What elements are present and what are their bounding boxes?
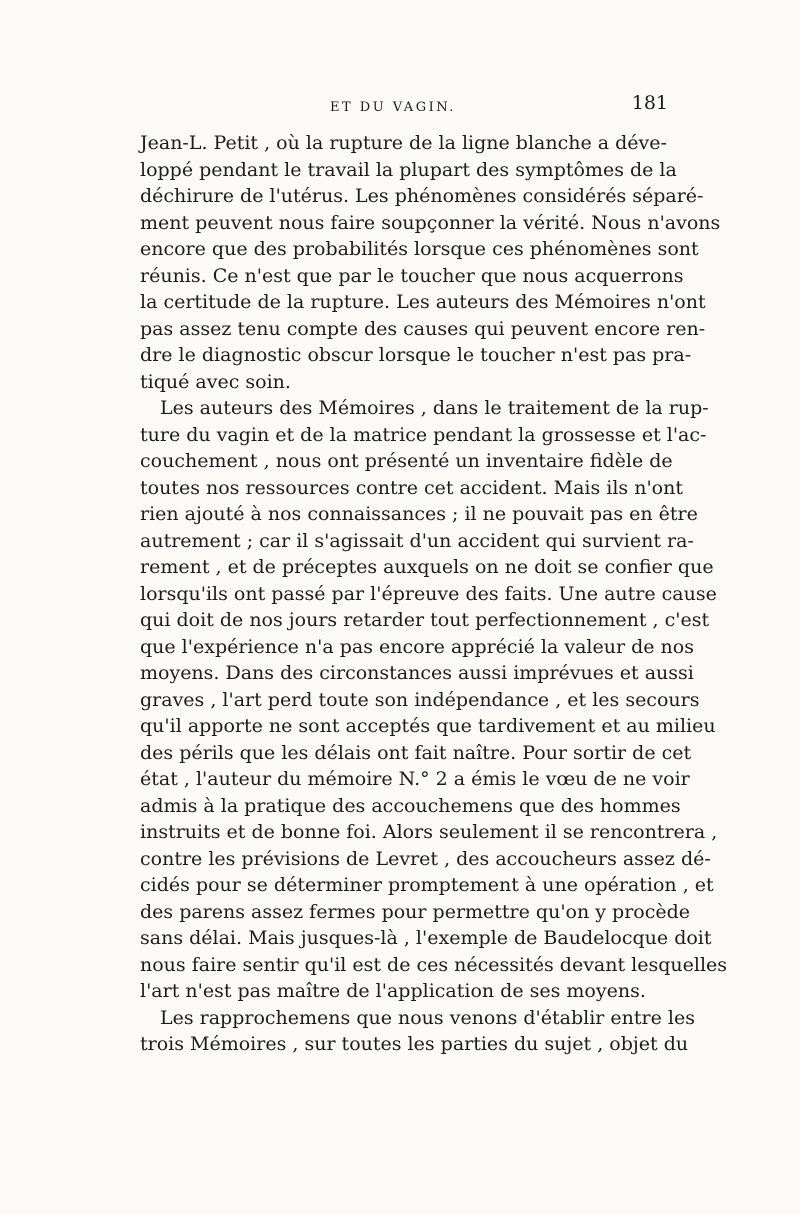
text-line: couchement , nous ont présenté un inventaire fidèle de	[140, 450, 673, 472]
text-line: Les rapprochemens que nous venons d'établir entre les	[160, 1006, 695, 1029]
paragraph-2	[140, 395, 728, 1005]
text-line: qui doit de nos jours retarder tout perfectionnement , c'est	[140, 609, 710, 631]
text-line: ture du vagin et de la matrice pendant la grossesse et l'ac-	[140, 423, 707, 446]
text-line: des périls que les délais ont fait naître. Pour sortir de cet	[140, 741, 692, 764]
text-line: dre le diagnostic obscur lorsque le toucher n'est pas pra-	[140, 344, 692, 366]
text-line: lorsqu'ils ont passé par l'épreuve des faits. Une autre cause	[140, 582, 717, 605]
text-line: instruits et de bonne foi. Alors seulement il se rencontrera ,	[140, 821, 718, 843]
text-line: déchirure de l'utérus. Les phénomènes considérés séparé-	[140, 185, 704, 207]
text-line: tiqué avec soin.	[140, 370, 291, 393]
text-line: qu'il apporte ne sont acceptés que tardivement et au milieu	[140, 715, 716, 737]
body-text	[140, 130, 728, 1058]
running-title: ET DU VAGIN.	[330, 100, 456, 115]
paragraph-1	[140, 130, 721, 395]
text-line: graves , l'art perd toute son indépendance , et les secours	[140, 688, 700, 711]
text-line: contre les prévisions de Levret , des accoucheurs assez dé-	[140, 847, 711, 870]
paragraph-3	[140, 1005, 695, 1058]
text-line: état , l'auteur du mémoire N.° 2 a émis le vœu de ne voir	[140, 768, 690, 790]
text-line: des parens assez fermes pour permettre qu'on y procède	[140, 900, 691, 923]
text-line: rien ajouté à nos connaissances ; il ne pouvait pas en être	[140, 503, 698, 525]
text-line: admis à la pratique des accouchemens que des hommes	[140, 794, 681, 817]
text-line: autrement ; car il s'agissait d'un accident qui survient ra-	[140, 529, 694, 552]
text-line: sans délai. Mais jusques-là , l'exemple de Baudelocque doit	[140, 927, 712, 949]
text-line: la certitude de la rupture. Les auteurs des Mémoires n'ont	[140, 291, 706, 313]
text-line: nous faire sentir qu'il est de ces nécessités devant lesquelles	[140, 953, 728, 976]
text-line: l'art n'est pas maître de l'application de ses moyens.	[140, 980, 646, 1002]
running-head	[140, 92, 668, 122]
text-line: loppé pendant le travail la plupart des symptômes de la	[140, 158, 677, 181]
text-line: pas assez tenu compte des causes qui peuvent encore ren-	[140, 317, 706, 340]
text-line: Les auteurs des Mémoires , dans le traitement de la rup-	[160, 397, 709, 419]
text-line: encore que des probabilités lorsque ces phénomènes sont	[140, 238, 699, 260]
text-line: rement , et de préceptes auxquels on ne doit se confier que	[140, 556, 714, 578]
text-line: Jean-L. Petit , où la rupture de la ligne blanche a déve-	[140, 132, 667, 154]
text-line: cidés pour se déterminer promptement à une opération , et	[140, 874, 714, 896]
text-line: réunis. Ce n'est que par le toucher que nous acquerrons	[140, 264, 684, 287]
text-line: trois Mémoires , sur toutes les parties du sujet , objet du	[140, 1033, 689, 1055]
page-number: 181	[631, 92, 668, 114]
text-line: moyens. Dans des circonstances aussi imprévues et aussi	[140, 662, 694, 684]
text-line: toutes nos ressources contre cet accident. Mais ils n'ont	[140, 476, 683, 499]
text-line: que l'expérience n'a pas encore apprécié la valeur de nos	[140, 635, 694, 658]
text-line: ment peuvent nous faire soupçonner la vérité. Nous n'avons	[140, 211, 721, 234]
